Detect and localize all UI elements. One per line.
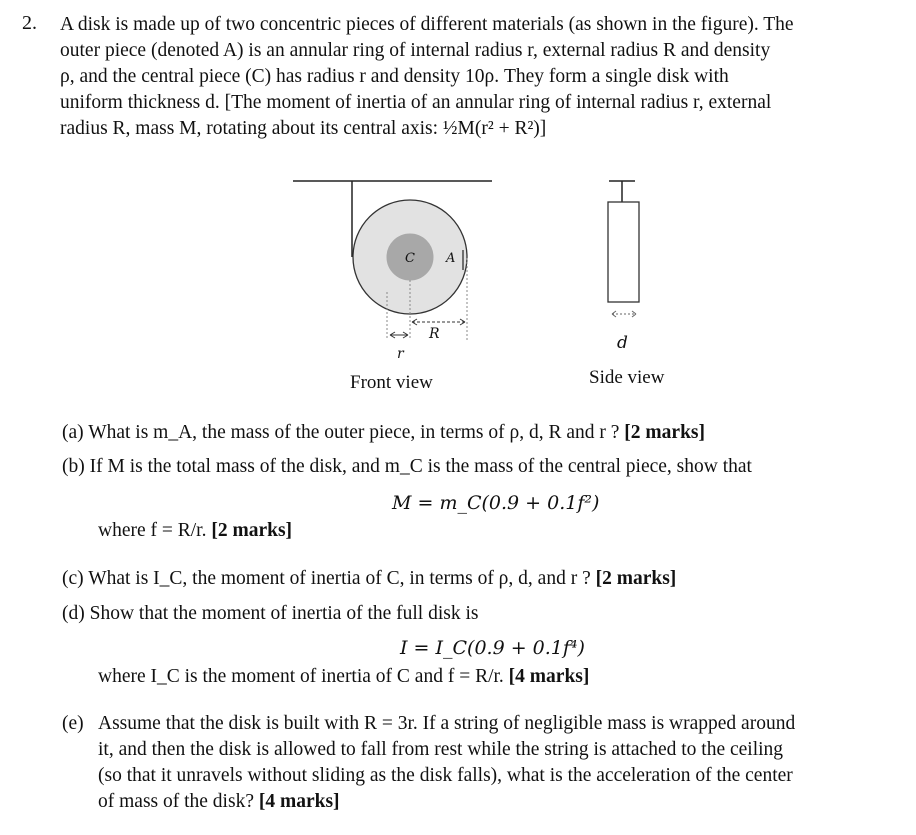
intro-line-3: ρ, and the central piece (C) has radius r and density 10ρ. They form a single disk with (60, 66, 729, 87)
part-e-line-4: of mass of the disk? (98, 791, 254, 812)
label-r: r (397, 346, 404, 362)
part-e-label: (e) (62, 713, 84, 734)
intro-line-5: radius R, mass M, rotating about its central axis: ½M(r² + R²)] (60, 118, 547, 139)
intro-line-1: A disk is made up of two concentric pieces of different materials (as shown in the figure). The (60, 14, 794, 35)
part-d-where (98, 664, 589, 690)
disk-figure (0, 0, 916, 400)
part-b-label: (b) (62, 456, 85, 477)
part-c-label: (c) (62, 568, 84, 589)
intro-line-2: outer piece (denoted A) is an annular ring of internal radius r, external radius R and density (60, 40, 771, 61)
part-b-equation: M = m_C(0.9 + 0.1f²) (392, 492, 600, 514)
part-e-line-1: Assume that the disk is built with R = 3r. If a string of negligible mass is wrapped around (98, 713, 796, 734)
label-C: C (405, 251, 415, 266)
part-a-text: What is m_A, the mass of the outer piece, in terms of ρ, d, R and r ? (88, 422, 620, 443)
part-a-label: (a) (62, 422, 84, 443)
part-e-line-3: (so that it unravels without sliding as the disk falls), what is the acceleration of the center (98, 765, 793, 786)
part-a-marks: [2 marks] (624, 422, 705, 443)
part-d-where-text: where I_C is the moment of inertia of C and f = R/r. (98, 666, 504, 687)
front-view-diagram (293, 181, 492, 362)
part-c-marks: [2 marks] (595, 568, 677, 589)
side-view-diagram (608, 181, 639, 353)
front-view-label: Front view (350, 372, 433, 393)
part-d-label: (d) (62, 603, 85, 624)
part-e-body (98, 711, 890, 815)
intro-line-4: uniform thickness d. [The moment of inertia of an annular ring of internal radius r, external (60, 92, 772, 113)
part-a (62, 420, 705, 446)
part-c (62, 566, 676, 592)
part-b-marks: [2 marks] (211, 520, 293, 541)
part-b-where (98, 518, 292, 544)
label-R: R (429, 326, 440, 342)
part-c-text: What is I_C, the moment of inertia of C, in terms of ρ, d, and r ? (88, 568, 591, 589)
part-d-equation: I = I_C(0.9 + 0.1f⁴) (400, 637, 585, 659)
part-e-line-2: it, and then the disk is allowed to fall from rest while the string is attached to the ceiling (98, 739, 784, 760)
part-d (62, 601, 478, 627)
part-d-text: Show that the moment of inertia of the full disk is (89, 603, 479, 624)
label-d: d (617, 333, 628, 353)
part-b (62, 454, 752, 480)
part-e-marks: [4 marks] (258, 791, 340, 812)
part-b-where-text: where f = R/r. (98, 520, 207, 541)
side-view-label: Side view (589, 367, 665, 388)
part-d-marks: [4 marks] (508, 666, 590, 687)
label-A: A (446, 251, 456, 266)
side-disk-rect (608, 202, 639, 302)
part-b-text: If M is the total mass of the disk, and m_C is the mass of the central piece, show that (89, 456, 752, 477)
question-number: 2. (22, 12, 37, 34)
